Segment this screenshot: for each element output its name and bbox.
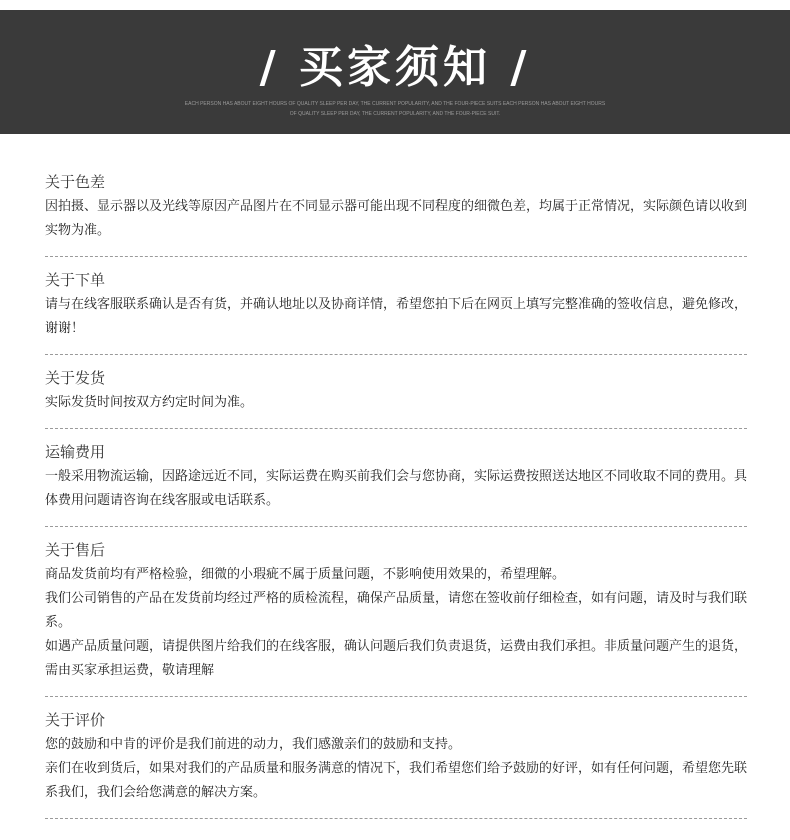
section-reviews [45,708,747,805]
section-paragraph: 我们公司销售的产品在发货前均经过严格的质检流程，确保产品质量，请您在签收前仔细检查，如有问题，请及时与我们联系。 [45,591,748,630]
section-paragraph: 实际发货时间按双方约定时间为准。 [45,395,254,410]
section-after-sales [45,538,747,683]
dashed-divider [45,354,747,355]
section-title: 运输费用 [45,443,106,461]
section-freight [45,440,747,513]
section-title: 关于下单 [45,271,106,289]
section-title: 关于评价 [45,711,106,729]
section-paragraph: 商品发货前均有严格检验，细微的小瑕疵不属于质量问题，不影响使用效果的，希望理解。 [45,567,566,582]
section-paragraph: 如遇产品质量问题，请提供图片给我们的在线客服，确认问题后我们负责退货，运费由我们承担。非质量问题产生的退货，需由买家承担运费，敬请理解 [45,639,748,678]
section-color-difference [45,170,747,243]
section-paragraph: 请与在线客服联系确认是否有货，并确认地址以及协商详情，希望您拍下后在网页上填写完整准确的签收信息，避免修改，谢谢！ [45,297,748,336]
section-title: 关于售后 [45,541,106,559]
section-paragraph: 亲们在收到货后，如果对我们的产品质量和服务满意的情况下，我们希望您们给予鼓励的好评，如有任何问题，希望您先联系我们，我们会给您满意的解决方案。 [45,761,748,800]
banner-subtitle-line: OF QUALITY SLEEP PER DAY, THE CURRENT POPULARITY, AND THE FOUR-PIECE SUIT. [289,111,501,117]
section-paragraph: 一般采用物流运输，因路途远近不同，实际运费在购买前我们会与您协商，实际运费按照送达地区不同收取不同的费用。具体费用问题请咨询在线客服或电话联系。 [45,469,748,508]
page-title: / 买家须知 / [259,42,531,93]
dashed-divider [45,818,747,819]
header-banner [0,10,790,134]
section-title: 关于发货 [45,369,106,387]
dashed-divider [45,256,747,257]
section-title: 关于色差 [45,173,106,191]
section-paragraph: 您的鼓励和中肯的评价是我们前进的动力，我们感激亲们的鼓励和支持。 [45,737,462,752]
section-shipping [45,366,747,415]
banner-subtitle-line: EACH PERSON HAS ABOUT EIGHT HOURS OF QUALITY SLEEP PER DAY, THE CURRENT POPULARITY, AND THE FOUR-PIECE SUITS EACH PERSON HAS ABOUT EIGHT HOURS [184,101,606,107]
banner-subtitle [0,99,790,119]
dashed-divider [45,696,747,697]
section-ordering [45,268,747,341]
notice-content [45,170,747,830]
section-paragraph: 因拍摄、显示器以及光线等原因产品图片在不同显示器可能出现不同程度的细微色差，均属于正常情况，实际颜色请以收到实物为准。 [45,199,748,238]
dashed-divider [45,526,747,527]
dashed-divider [45,428,747,429]
